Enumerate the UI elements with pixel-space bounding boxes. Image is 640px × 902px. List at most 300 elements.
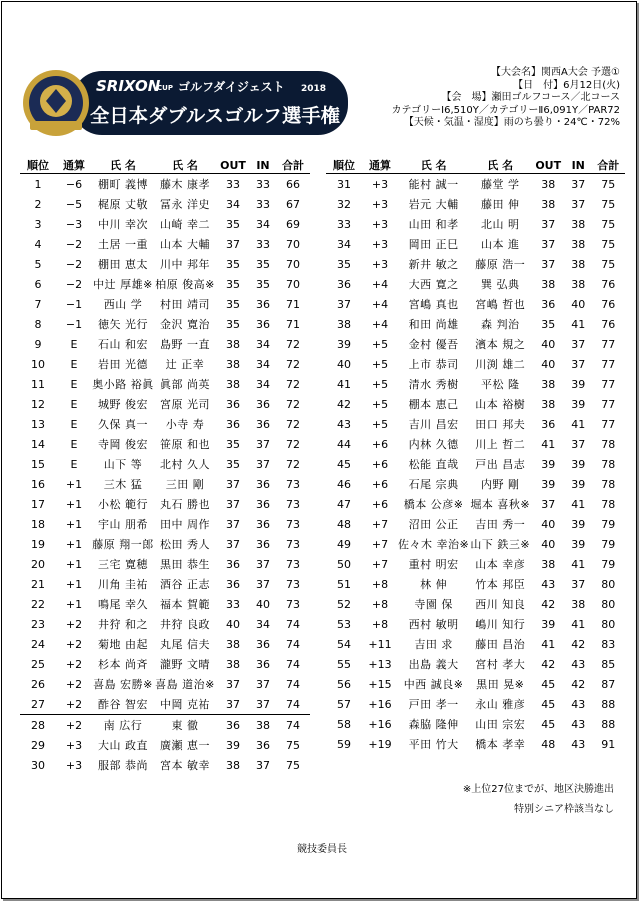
player-2: 北山 明: [480, 218, 520, 231]
rank: 54: [337, 637, 351, 651]
results-table-left: [20, 157, 310, 775]
table-row: [326, 234, 625, 254]
table-row: [20, 634, 310, 654]
in: 39: [571, 377, 586, 391]
to-par: E: [70, 437, 78, 451]
out: 39: [226, 738, 240, 752]
out: 41: [541, 437, 556, 451]
player-1: 森脇 隆伸: [408, 718, 459, 731]
in: 40: [256, 597, 270, 611]
out: 36: [226, 397, 240, 411]
to-par: +2: [65, 697, 83, 711]
to-par: +1: [65, 597, 83, 611]
table-row: [20, 735, 310, 755]
total: 70: [286, 237, 300, 251]
table-row: [326, 214, 625, 234]
table-row: [20, 715, 310, 736]
player-1: 寺岡 俊宏: [98, 438, 148, 451]
player-1: 石山 和宏: [98, 338, 148, 351]
senior-note: 特別シニア枠該当なし: [514, 804, 614, 815]
logo-title: 全日本ダブルスゴルフ選手権: [90, 105, 336, 127]
table-row: [20, 414, 310, 434]
table-header: [326, 157, 625, 174]
table-row: [326, 714, 625, 734]
in: 37: [256, 677, 270, 691]
player-1: 上市 恭司: [408, 358, 459, 371]
table-row: [326, 614, 625, 634]
rank: 38: [337, 317, 351, 331]
player-2: 平松 隆: [480, 378, 520, 391]
rank: 51: [337, 577, 351, 591]
table-row: [20, 294, 310, 314]
table-row: [20, 534, 310, 554]
header-name-1: 氏 名: [398, 157, 469, 174]
rank: 19: [31, 537, 45, 551]
to-par: +13: [368, 657, 392, 671]
in: 37: [256, 457, 270, 471]
in: 37: [571, 197, 586, 211]
rank: 1: [34, 177, 42, 191]
logo-brand: SRIXON: [96, 77, 161, 95]
to-par: +2: [65, 677, 83, 691]
out: 38: [226, 637, 240, 651]
header-total: 合計: [591, 157, 625, 174]
out: 33: [226, 597, 240, 611]
rank: 23: [31, 617, 45, 631]
info-event-name: 【大会名】関西A大会 予選①: [491, 67, 620, 78]
table-row: [326, 194, 625, 214]
rank: 33: [337, 217, 351, 231]
to-par: +8: [371, 577, 389, 591]
total: 70: [286, 257, 300, 271]
header-total-score: 通算: [56, 157, 92, 174]
to-par: +4: [371, 277, 389, 291]
in: 34: [256, 337, 270, 351]
player-2: 廣瀬 恵一: [160, 739, 210, 752]
table-row: [20, 454, 310, 474]
in: 36: [256, 297, 270, 311]
table-row: [326, 254, 625, 274]
table-row: [20, 474, 310, 494]
to-par: −6: [65, 177, 83, 191]
to-par: +3: [371, 237, 389, 251]
total: 80: [601, 597, 616, 611]
rank: 40: [337, 357, 351, 371]
total: 76: [601, 297, 616, 311]
rank: 30: [31, 758, 45, 772]
in: 37: [571, 337, 586, 351]
table-row: [326, 594, 625, 614]
player-1: 奥小路 裕眞: [92, 378, 154, 391]
table-row: [20, 594, 310, 614]
out: 41: [541, 637, 556, 651]
player-1: 出島 義大: [408, 658, 459, 671]
table-row: [326, 174, 625, 195]
player-2: 竹本 邦臣: [475, 578, 526, 591]
player-1: 大西 寛之: [408, 278, 459, 291]
in: 33: [256, 197, 270, 211]
player-1: 山下 等: [103, 458, 143, 471]
total: 74: [286, 697, 300, 711]
info-date: 【日 付】6月12日(火): [513, 79, 620, 91]
player-2: 藤木 康孝: [160, 178, 210, 191]
out: 43: [541, 577, 556, 591]
out: 38: [226, 337, 240, 351]
player-1: 能村 誠一: [408, 178, 459, 191]
total: 72: [286, 437, 300, 451]
to-par: +2: [65, 657, 83, 671]
total: 73: [286, 497, 300, 511]
player-1: 川角 圭祐: [98, 578, 148, 591]
total: 79: [601, 537, 616, 551]
rank: 50: [337, 557, 351, 571]
in: 43: [571, 697, 586, 711]
player-2: 松田 秀人: [160, 538, 210, 551]
player-1: 西村 敏明: [408, 618, 459, 631]
player-2: 山本 大輔: [160, 238, 210, 251]
rank: 3: [34, 217, 42, 231]
total: 74: [286, 637, 300, 651]
total: 66: [286, 177, 300, 191]
total: 91: [601, 737, 616, 751]
out: 37: [541, 257, 556, 271]
player-2: 瀧野 文晴: [160, 658, 210, 671]
out: 35: [226, 457, 240, 471]
table-row: [20, 214, 310, 234]
player-2: 笹原 和也: [160, 438, 210, 451]
player-1: 岩元 大輔: [408, 198, 459, 211]
to-par: −2: [65, 257, 83, 271]
rank: 27: [31, 697, 45, 711]
to-par: +3: [371, 257, 389, 271]
out: 36: [541, 417, 556, 431]
rank: 53: [337, 617, 351, 631]
total: 77: [601, 377, 616, 391]
total: 75: [286, 758, 300, 772]
table-row: [20, 654, 310, 674]
to-par: +1: [65, 577, 83, 591]
player-1: 吉田 求: [414, 638, 453, 651]
player-1: 土居 一重: [98, 238, 148, 251]
to-par: +2: [65, 637, 83, 651]
player-2: 橋本 孝幸: [475, 738, 526, 751]
in: 39: [571, 397, 586, 411]
total: 78: [601, 477, 616, 491]
player-1: 中辻 厚雄※: [93, 278, 153, 291]
table-row: [20, 254, 310, 274]
info-weather: 【天候・気温・湿度】雨のち曇り・24℃・72%: [403, 117, 620, 128]
table-row: [326, 414, 625, 434]
in: 34: [256, 377, 270, 391]
in: 36: [256, 738, 270, 752]
table-row: [20, 314, 310, 334]
player-1: 山田 和孝: [408, 218, 459, 231]
total: 72: [286, 457, 300, 471]
player-2: 北村 久人: [160, 458, 210, 471]
player-2: 村田 靖司: [160, 298, 210, 311]
player-1: 西山 学: [103, 298, 143, 311]
player-1: 棚田 恵太: [98, 258, 148, 271]
to-par: +3: [371, 197, 389, 211]
to-par: +7: [371, 517, 389, 531]
player-1: 棚本 恵己: [408, 398, 459, 411]
to-par: +16: [368, 697, 392, 711]
table-row: [326, 354, 625, 374]
out: 38: [226, 758, 240, 772]
in: 41: [571, 497, 586, 511]
to-par: +8: [371, 597, 389, 611]
player-1: 服部 恭尚: [98, 759, 148, 772]
player-1: 清水 秀樹: [408, 378, 459, 391]
rank: 43: [337, 417, 351, 431]
header-rank: 順位: [20, 157, 56, 174]
total: 70: [286, 277, 300, 291]
total: 74: [286, 657, 300, 671]
player-2: 堀本 喜秋※: [470, 498, 531, 511]
player-2: 黒田 晃※: [476, 678, 525, 691]
total: 79: [601, 517, 616, 531]
rank: 24: [31, 637, 45, 651]
table-row: [326, 454, 625, 474]
in: 42: [571, 677, 586, 691]
player-1: 吉川 昌宏: [408, 418, 459, 431]
out: 40: [541, 337, 556, 351]
to-par: +2: [56, 715, 92, 736]
total: 75: [601, 197, 616, 211]
to-par: +5: [371, 357, 389, 371]
player-1: 石尾 宗典: [408, 478, 459, 491]
in: 36: [256, 517, 270, 531]
player-1: 棚町 義博: [98, 178, 148, 191]
table-row: [326, 394, 625, 414]
committee-chair: 競技委員長: [297, 844, 347, 855]
player-1: 松能 直哉: [408, 458, 459, 471]
rank: 59: [337, 737, 351, 751]
in: 39: [571, 517, 586, 531]
table-row: [20, 354, 310, 374]
total: 78: [601, 457, 616, 471]
table-row: [326, 514, 625, 534]
out: 36: [226, 417, 240, 431]
total: 88: [601, 717, 616, 731]
out: 36: [216, 715, 250, 736]
out: 38: [226, 377, 240, 391]
total: 71: [286, 317, 300, 331]
in: 38: [571, 237, 586, 251]
player-2: 藤堂 学: [480, 178, 520, 191]
rank: 17: [31, 497, 45, 511]
in: 37: [256, 697, 270, 711]
total: 78: [601, 437, 616, 451]
total: 73: [286, 557, 300, 571]
in: 34: [256, 357, 270, 371]
total: 69: [286, 217, 300, 231]
in: 37: [571, 577, 586, 591]
out: 35: [226, 277, 240, 291]
to-par: +5: [371, 377, 389, 391]
total: 76: [601, 317, 616, 331]
player-2: 柏原 俊高※: [155, 278, 215, 291]
player-1: 南 広行: [92, 715, 154, 736]
total: 67: [286, 197, 300, 211]
rank: 29: [31, 738, 45, 752]
player-2: 藤田 昌治: [475, 638, 526, 651]
logo-sponsor: ゴルフダイジェスト: [178, 80, 285, 94]
to-par: +1: [65, 477, 83, 491]
in: 39: [571, 537, 586, 551]
player-2: 山本 裕樹: [475, 398, 526, 411]
to-par: +4: [371, 317, 389, 331]
out: 37: [226, 517, 240, 531]
player-1: 佐々木 幸治※: [398, 538, 470, 551]
rank: 35: [337, 257, 351, 271]
in: 38: [571, 597, 586, 611]
total: 78: [601, 497, 616, 511]
logo-year: 2018: [301, 84, 327, 94]
rank: 36: [337, 277, 351, 291]
player-2: 山崎 幸二: [160, 218, 210, 231]
rank: 34: [337, 237, 351, 251]
total: 87: [601, 677, 616, 691]
in: 37: [256, 758, 270, 772]
out: 45: [541, 677, 556, 691]
player-2: 宮本 敏幸: [160, 759, 210, 772]
rank: 45: [337, 457, 351, 471]
to-par: −2: [65, 237, 83, 251]
table-row: [326, 314, 625, 334]
rank: 52: [337, 597, 351, 611]
to-par: +2: [65, 617, 83, 631]
in: 43: [571, 657, 586, 671]
table-row: [326, 734, 625, 754]
in: 36: [256, 477, 270, 491]
total: 80: [601, 617, 616, 631]
in: 36: [256, 657, 270, 671]
player-2: 酒谷 正志: [160, 578, 210, 591]
player-1: 和田 尚雄: [408, 318, 459, 331]
player-1: 戸田 孝一: [408, 698, 459, 711]
to-par: E: [70, 397, 78, 411]
to-par: −1: [65, 297, 83, 311]
results-table-right: [326, 157, 625, 754]
out: 35: [226, 217, 240, 231]
to-par: +3: [371, 177, 389, 191]
total: 80: [601, 577, 616, 591]
rank: 20: [31, 557, 45, 571]
player-1: 中川 幸次: [98, 218, 148, 231]
to-par: +7: [371, 537, 389, 551]
player-2: 宮村 孝大: [475, 658, 526, 671]
player-2: 永山 雅彦: [475, 698, 526, 711]
player-1: 喜島 宏勝※: [93, 678, 153, 691]
player-2: 井狩 良政: [160, 618, 210, 631]
player-2: 福本 賀範: [160, 598, 210, 611]
in: 43: [571, 737, 586, 751]
player-1: 林 伸: [420, 578, 448, 591]
player-2: 山本 進: [480, 238, 520, 251]
in: 37: [571, 357, 586, 371]
out: 37: [541, 497, 556, 511]
table-row: [326, 374, 625, 394]
player-2: 内野 剛: [480, 478, 520, 491]
player-1: 内林 久德: [408, 438, 459, 451]
rank: 47: [337, 497, 351, 511]
total: 75: [601, 217, 616, 231]
table-row: [326, 534, 625, 554]
header-name-2: 氏 名: [154, 157, 216, 174]
to-par: +3: [65, 738, 83, 752]
out: 38: [541, 177, 556, 191]
in: 38: [571, 257, 586, 271]
out: 40: [541, 357, 556, 371]
to-par: −3: [65, 217, 83, 231]
in: 33: [256, 177, 270, 191]
to-par: +5: [371, 417, 389, 431]
rank: 9: [34, 337, 42, 351]
out: 36: [226, 557, 240, 571]
tournament-logo: [20, 67, 350, 139]
in: 36: [256, 637, 270, 651]
player-1: 橋本 公彦※: [403, 498, 464, 511]
rank: 42: [337, 397, 351, 411]
rank: 28: [20, 715, 56, 736]
in: 43: [571, 717, 586, 731]
player-2: 黒田 恭生: [160, 558, 210, 571]
player-1: 中西 誠良※: [403, 678, 464, 691]
player-2: 丸尾 信夫: [160, 638, 210, 651]
in: 34: [256, 617, 270, 631]
table-row: [326, 434, 625, 454]
to-par: +1: [65, 557, 83, 571]
rank: 2: [34, 197, 42, 211]
table-row: [20, 194, 310, 214]
total: 75: [601, 257, 616, 271]
total: 77: [601, 417, 616, 431]
in: 35: [256, 277, 270, 291]
player-2: 藤田 伸: [480, 198, 520, 211]
player-2: 川渕 雄二: [475, 358, 526, 371]
rank: 22: [31, 597, 45, 611]
to-par: E: [70, 377, 78, 391]
player-1: 宮嶋 真也: [408, 298, 459, 311]
in: 37: [256, 577, 270, 591]
rank: 10: [31, 357, 45, 371]
out: 38: [541, 277, 556, 291]
table-row: [326, 494, 625, 514]
in: 41: [571, 557, 586, 571]
table-row: [20, 334, 310, 354]
player-2: 島野 一直: [160, 338, 210, 351]
player-2: 冨永 洋史: [160, 198, 210, 211]
in: 38: [571, 277, 586, 291]
out: 39: [541, 617, 556, 631]
rank: 5: [34, 257, 42, 271]
to-par: −1: [65, 317, 83, 331]
out: 37: [226, 537, 240, 551]
total: 73: [286, 577, 300, 591]
in: 39: [571, 477, 586, 491]
to-par: +4: [371, 297, 389, 311]
player-2: 東 徹: [154, 715, 216, 736]
player-1: 金村 優吾: [408, 338, 459, 351]
header-out: OUT: [531, 157, 565, 174]
player-2: 西川 知良: [475, 598, 526, 611]
table-row: [20, 234, 310, 254]
tournament-info: [392, 67, 620, 130]
out: 38: [541, 377, 556, 391]
table-row: [20, 274, 310, 294]
total: 74: [276, 715, 310, 736]
